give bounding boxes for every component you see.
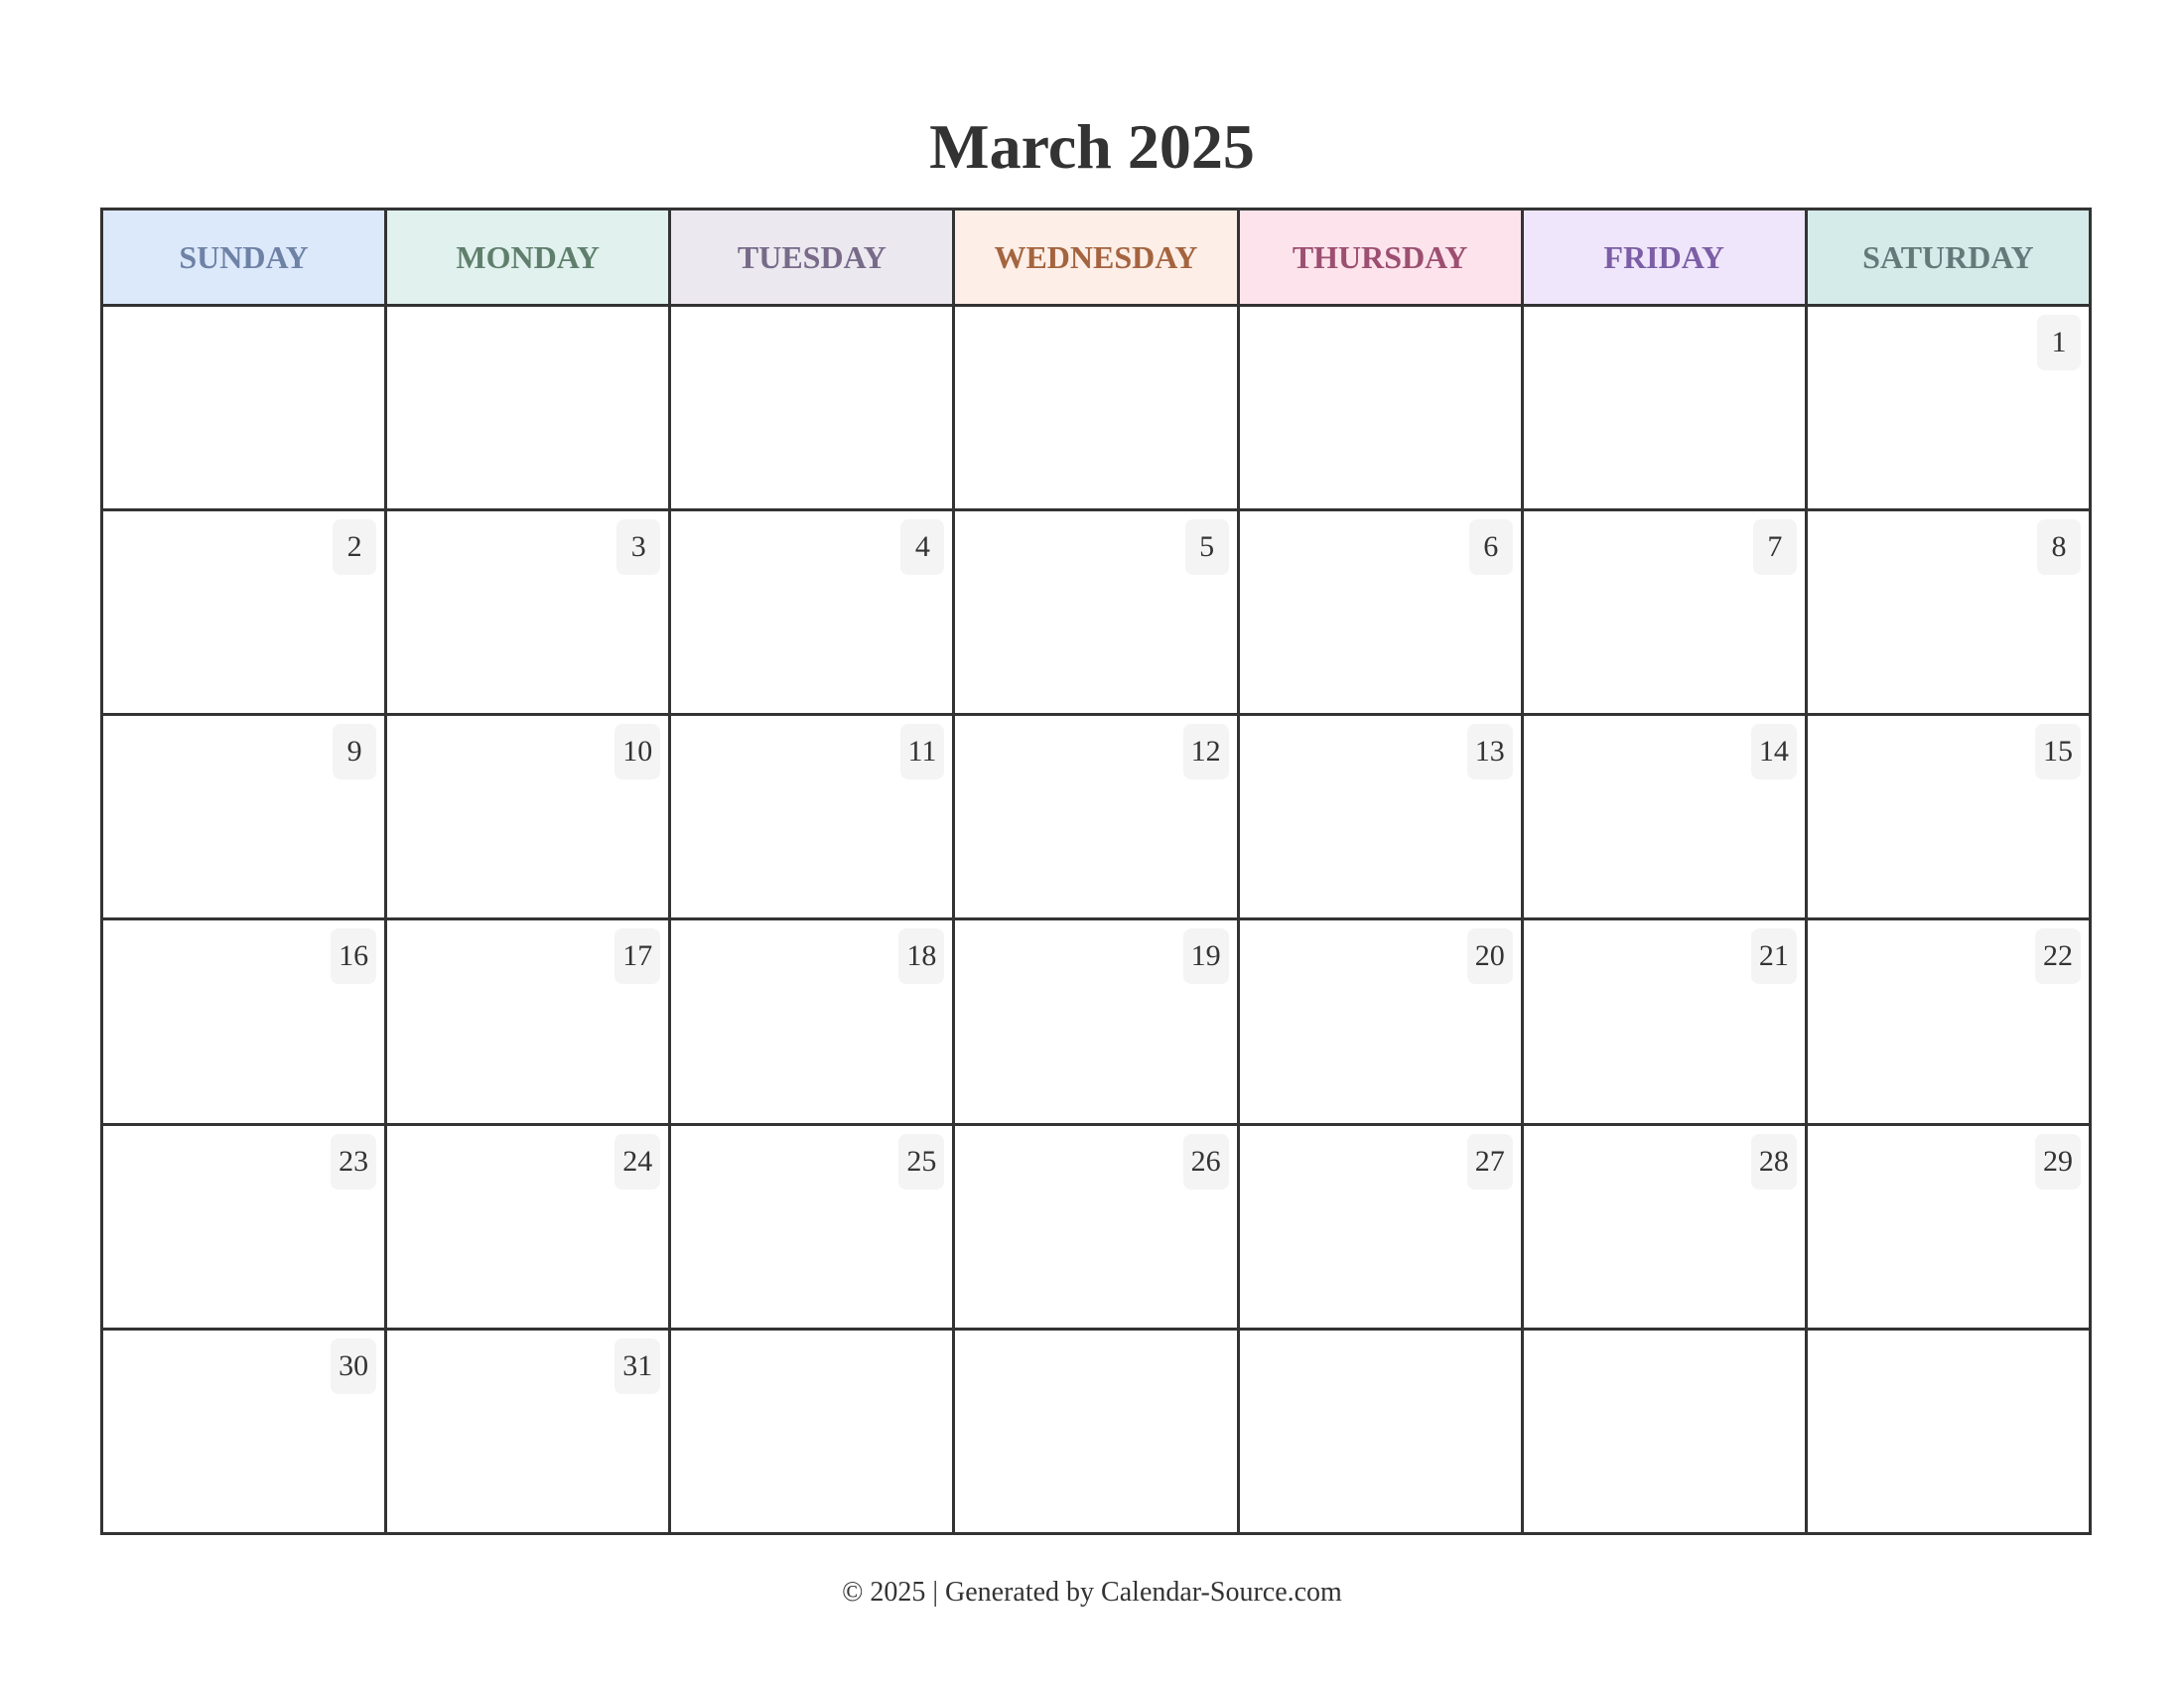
week-row-2 <box>102 510 2091 715</box>
day-cell[interactable] <box>1238 1124 1522 1329</box>
day-cell[interactable] <box>1238 715 1522 919</box>
day-cell[interactable] <box>102 919 386 1124</box>
day-cell[interactable] <box>386 919 670 1124</box>
day-number: 11 <box>900 724 945 779</box>
day-number: 19 <box>1183 928 1229 984</box>
day-cell[interactable] <box>1522 715 1806 919</box>
day-cell[interactable] <box>670 306 954 510</box>
day-number: 10 <box>614 724 660 779</box>
day-cell[interactable] <box>954 1124 1238 1329</box>
day-cell[interactable] <box>386 715 670 919</box>
day-cell[interactable] <box>386 510 670 715</box>
weekday-header-tuesday: TUESDAY <box>670 210 954 306</box>
day-number: 31 <box>614 1338 660 1394</box>
day-number: 25 <box>898 1134 944 1190</box>
week-row-6 <box>102 1329 2091 1533</box>
day-cell[interactable] <box>102 1124 386 1329</box>
weekday-header-saturday: SATURDAY <box>1806 210 2090 306</box>
day-number: 8 <box>2037 519 2081 575</box>
day-number: 26 <box>1183 1134 1229 1190</box>
day-number: 1 <box>2037 315 2081 370</box>
day-cell[interactable] <box>1522 1329 1806 1533</box>
day-cell[interactable] <box>954 306 1238 510</box>
day-number: 17 <box>614 928 660 984</box>
day-cell[interactable] <box>670 1124 954 1329</box>
weekday-header-friday: FRIDAY <box>1522 210 1806 306</box>
day-number: 29 <box>2035 1134 2081 1190</box>
week-row-1 <box>102 306 2091 510</box>
day-cell[interactable] <box>670 1329 954 1533</box>
day-number: 18 <box>898 928 944 984</box>
day-cell[interactable] <box>386 1329 670 1533</box>
day-cell[interactable] <box>1238 1329 1522 1533</box>
day-number: 7 <box>1753 519 1797 575</box>
day-number: 9 <box>333 724 376 779</box>
footer-credit: © 2025 | Generated by Calendar-Source.com <box>842 1577 1342 1608</box>
day-cell[interactable] <box>1806 510 2090 715</box>
day-cell[interactable] <box>1806 1329 2090 1533</box>
day-cell[interactable] <box>1238 510 1522 715</box>
day-number: 16 <box>331 928 376 984</box>
day-number: 12 <box>1183 724 1229 779</box>
week-row-4 <box>102 919 2091 1124</box>
day-number: 2 <box>333 519 376 575</box>
day-cell[interactable] <box>1806 715 2090 919</box>
calendar-title: March 2025 <box>929 111 1255 182</box>
day-cell[interactable] <box>102 715 386 919</box>
weekday-header-sunday: SUNDAY <box>102 210 386 306</box>
day-number: 22 <box>2035 928 2081 984</box>
week-row-5 <box>102 1124 2091 1329</box>
day-cell[interactable] <box>102 306 386 510</box>
day-number: 4 <box>900 519 944 575</box>
day-number: 28 <box>1751 1134 1797 1190</box>
day-cell[interactable] <box>1522 510 1806 715</box>
day-cell[interactable] <box>1522 1124 1806 1329</box>
day-cell[interactable] <box>386 306 670 510</box>
day-number: 6 <box>1469 519 1513 575</box>
day-cell[interactable] <box>1238 306 1522 510</box>
day-number: 13 <box>1467 724 1513 779</box>
day-cell[interactable] <box>954 919 1238 1124</box>
day-cell[interactable] <box>1806 919 2090 1124</box>
weekday-header-monday: MONDAY <box>386 210 670 306</box>
calendar-grid <box>100 208 2092 1535</box>
day-cell[interactable] <box>386 1124 670 1329</box>
day-cell[interactable] <box>1522 306 1806 510</box>
day-number: 15 <box>2035 724 2081 779</box>
day-cell[interactable] <box>954 1329 1238 1533</box>
day-cell[interactable] <box>102 1329 386 1533</box>
day-cell[interactable] <box>1238 919 1522 1124</box>
day-number: 3 <box>616 519 660 575</box>
day-cell[interactable] <box>954 715 1238 919</box>
day-number: 5 <box>1185 519 1229 575</box>
day-cell[interactable] <box>1522 919 1806 1124</box>
day-cell[interactable] <box>1806 1124 2090 1329</box>
day-cell[interactable] <box>670 510 954 715</box>
day-number: 21 <box>1751 928 1797 984</box>
day-number: 24 <box>614 1134 660 1190</box>
day-cell[interactable] <box>670 919 954 1124</box>
day-number: 20 <box>1467 928 1513 984</box>
day-number: 27 <box>1467 1134 1513 1190</box>
day-number: 23 <box>331 1134 376 1190</box>
weekday-header-thursday: THURSDAY <box>1238 210 1522 306</box>
day-cell[interactable] <box>954 510 1238 715</box>
day-cell[interactable] <box>1806 306 2090 510</box>
day-cell[interactable] <box>670 715 954 919</box>
day-number: 30 <box>331 1338 376 1394</box>
week-row-3 <box>102 715 2091 919</box>
day-number: 14 <box>1751 724 1797 779</box>
day-cell[interactable] <box>102 510 386 715</box>
weekday-header-wednesday: WEDNESDAY <box>954 210 1238 306</box>
weekday-header-row <box>102 210 2091 306</box>
